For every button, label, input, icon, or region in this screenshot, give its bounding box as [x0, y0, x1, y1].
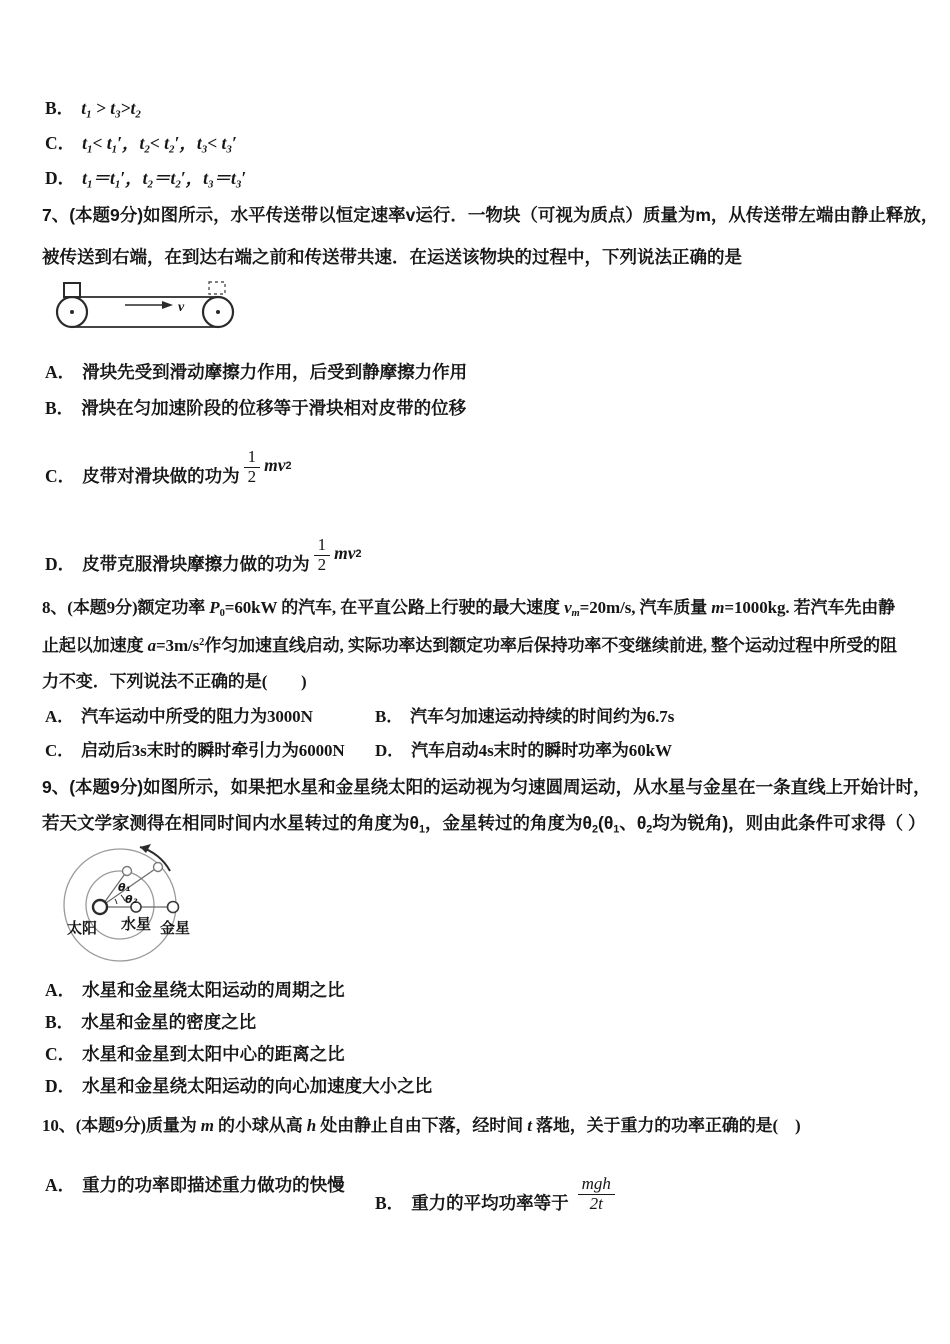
- option-expression: $t_1< t_1'$，$t_2< t_2'$，$t_3< t_3'$: [82, 133, 237, 156]
- option-letter: C．: [45, 133, 76, 153]
- mercury-label: 水星: [120, 917, 152, 933]
- mercury-rotated-position: [123, 867, 132, 876]
- venus: [168, 902, 179, 913]
- option-letter: A．: [45, 707, 75, 726]
- q7-head-line1: 7、(本题9分)如图所示，水平传送带以恒定速率v运行．一物块（可视为质点）质量为m，从传送带左端由静止释放，: [42, 205, 939, 225]
- venus-label: 金星: [159, 921, 191, 937]
- option-letter: D．: [45, 1076, 76, 1096]
- option-expression: $t_1=t_1'$，$t_2=t_2'$，$t_3=t_3'$: [82, 168, 247, 191]
- sun-label: 太阳: [66, 921, 98, 937]
- option-letter: C．: [45, 1044, 76, 1064]
- q8-head-line3: 力不变．下列说法不正确的是( ): [42, 672, 307, 691]
- q10-option-a: [45, 1175, 345, 1197]
- option-text: 汽车运动中所受的阻力为3000N: [81, 707, 313, 726]
- block-on-belt: [64, 283, 80, 297]
- option-text: 皮带对滑块做的功为 $\frac{1}{2}$ $mv^2$: [82, 447, 292, 486]
- q8-option-d: [375, 740, 672, 761]
- option-line-b: [45, 98, 141, 122]
- option-letter: D．: [45, 553, 76, 574]
- q9-option-a: [45, 980, 345, 1002]
- option-text: 滑块在匀加速阶段的位移等于滑块相对皮带的位移: [81, 398, 467, 418]
- option-line-c: [45, 133, 237, 157]
- q7-option-b: [45, 398, 466, 420]
- option-text: 启动后3s末时的瞬时牵引力为6000N: [81, 741, 345, 760]
- option-text: 水星和金星绕太阳运动的向心加速度大小之比: [82, 1076, 433, 1096]
- block-dashed-position: [209, 282, 225, 294]
- option-text: 水星和金星绕太阳运动的周期之比: [82, 980, 345, 1000]
- option-text: 水星和金星到太阳中心的距离之比: [82, 1044, 345, 1064]
- q8-head-line1: 8、(本题9分)额定功率 $P_0=60kW$ 的汽车, 在平直公路上行驶的最大速度 $v_m=20m/s$, 汽车质量 m=1000kg. 若汽车先由静: [42, 598, 896, 620]
- option-letter: B．: [45, 398, 75, 418]
- venus-rotated-position: [154, 863, 163, 872]
- q8-head-line2: 止起以加速度 $a=3m/s^2$作匀加速直线启动, 实际功率达到额定功率后保持功率不变继续前进, 整个运动过程中所受的阻: [42, 636, 897, 655]
- q9-head-line2: 若天文学家测得在相同时间内水星转过的角度为$\theta_1$，金星转过的角度为$\theta_2(\theta_1$、$\theta_2$均为锐角)，则由此条件可求得（ ）: [42, 813, 926, 836]
- q7-option-a: [45, 362, 467, 384]
- option-letter: A．: [45, 980, 76, 1000]
- option-letter: B．: [375, 707, 404, 726]
- q9-head-line1: 9、(本题9分)如图所示，如果把水星和金星绕太阳的运动视为匀速圆周运动，从水星与金星在一条直线上开始计时，: [42, 777, 931, 797]
- sun: [93, 900, 107, 914]
- velocity-label: v: [178, 300, 185, 315]
- option-text: 水星和金星的密度之比: [81, 1012, 257, 1032]
- orbit-figure: [32, 843, 217, 973]
- q7-head-line2: 被传送到右端，在到达右端之前和传送带共速．在运送该物块的过程中，下列说法正确的是: [42, 247, 742, 267]
- option-letter: A．: [45, 362, 76, 382]
- q10-option-b: [375, 1175, 619, 1215]
- option-text: 皮带克服滑块摩擦力做的功为 $\frac{1}{2}$ $mv^2$: [82, 535, 362, 574]
- theta2-label: θ₂: [125, 893, 138, 906]
- option-text: 汽车匀加速运动持续的时间约为6.7s: [410, 707, 675, 726]
- option-text: 重力的平均功率等于 $\frac{\text{mgh}}{2t}$: [411, 1193, 619, 1213]
- right-pulley-axle: [216, 310, 220, 314]
- q7-option-d: [45, 536, 362, 576]
- theta1-label: θ₁: [118, 881, 131, 894]
- q7-option-c: [45, 448, 292, 488]
- theta2-arc: [115, 899, 117, 904]
- q9-option-c: [45, 1044, 345, 1066]
- option-expression: $t_1 > t_3>t_2$: [81, 98, 141, 121]
- option-letter: C．: [45, 465, 76, 486]
- option-letter: D．: [45, 168, 76, 188]
- option-line-d: [45, 168, 246, 192]
- option-text: 汽车启动4s末时的瞬时功率为60kW: [411, 741, 672, 760]
- q8-option-b: [375, 706, 674, 727]
- q9-option-b: [45, 1012, 256, 1034]
- option-letter: D．: [375, 741, 405, 760]
- option-letter: B．: [375, 1192, 405, 1213]
- option-text: 滑块先受到滑动摩擦力作用，后受到静摩擦力作用: [82, 362, 468, 382]
- q10-head: 10、(本题9分)质量为 m 的小球从高 h 处由静止自由下落，经时间 t 落地，关于重力的功率正确的是( ): [42, 1116, 801, 1135]
- option-letter: B．: [45, 1012, 75, 1032]
- option-text: 重力的功率即描述重力做功的快慢: [82, 1175, 345, 1195]
- q9-option-d: [45, 1076, 432, 1098]
- q8-option-c: [45, 740, 345, 761]
- option-letter: C．: [45, 741, 75, 760]
- option-letter: B．: [45, 98, 75, 118]
- velocity-arrowhead: [162, 301, 173, 309]
- left-pulley-axle: [70, 310, 74, 314]
- option-letter: A．: [45, 1175, 76, 1195]
- conveyor-belt-figure: [50, 278, 250, 340]
- q8-option-a: [45, 706, 313, 727]
